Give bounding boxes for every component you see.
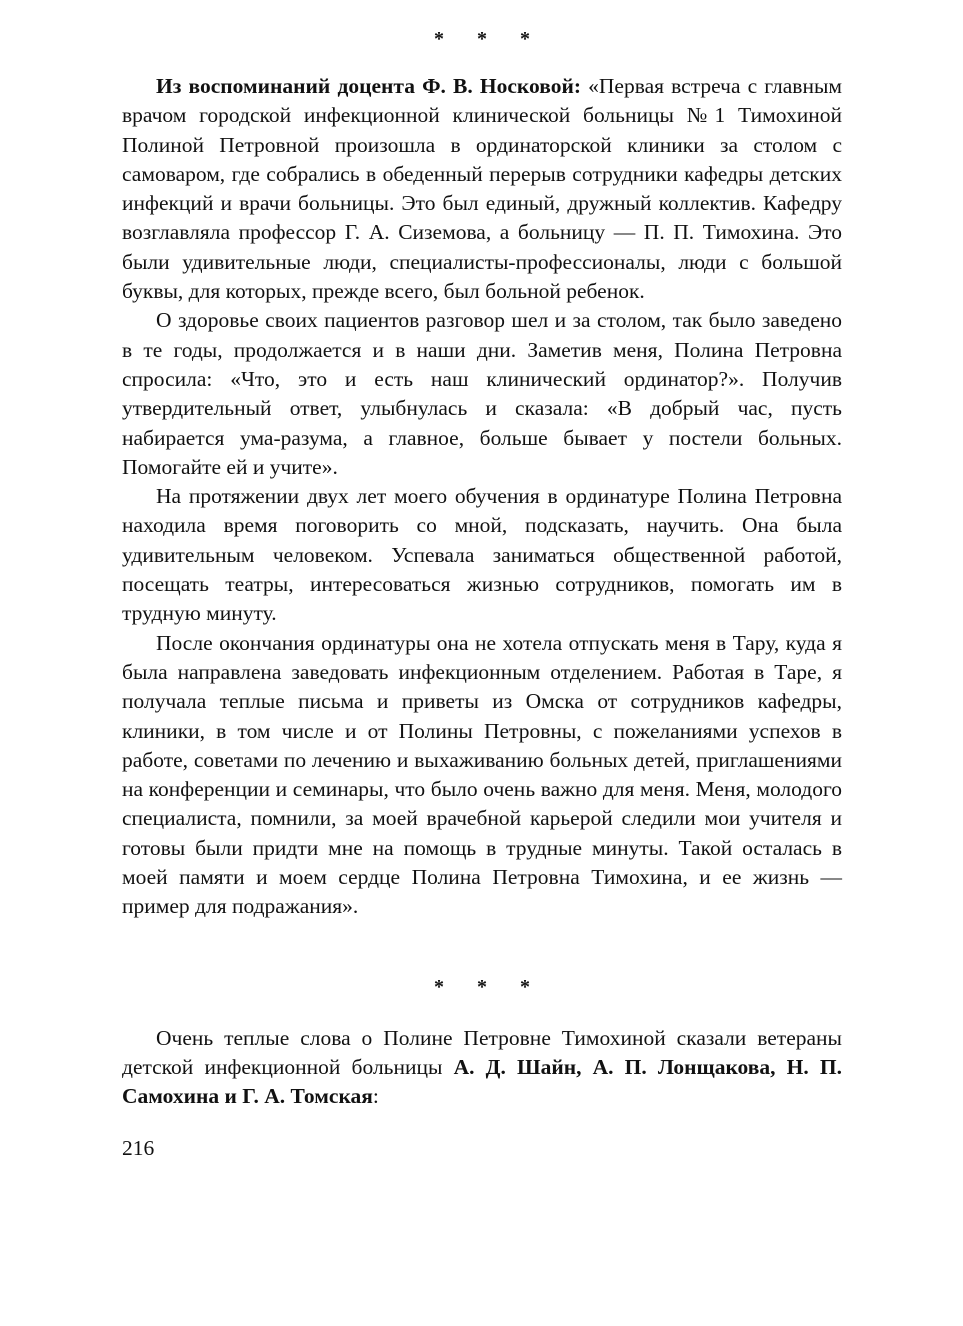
- section-break-top: * * *: [434, 28, 544, 50]
- book-page: [122, 24, 842, 1163]
- paragraph-after-residency: После окончания ординатуры она не хотела отпускать меня в Тару, куда я была направлена заведовать инфекционным отделением. Работая в Таре, я получала теплые письма и приветы из Омска от сотрудников кафедры, клиники, в том числе и от Полины Петровны, с пожеланиями успехов в работе, советами по лечению и выхаживанию больных детей, приглашениями на конференции и семинары, что было очень важно для меня. Меня, молодого специалиста, помнили, за моей врачебной карьерой следили мои учителя и готовы были придти мне на помощь в трудные минуты. Такой осталась в моей памяти и моем сердце Полина Петровна Тимохина, и ее жизнь — пример для подражания».: [122, 630, 842, 919]
- veterans-tail: :: [372, 1084, 379, 1109]
- section-break-middle: * * *: [434, 975, 544, 998]
- paragraph-memoir-intro: [122, 72, 842, 306]
- paragraph-conversation: О здоровье своих пациентов разговор шел и за столом, так было заведено в те годы, продолжается и в наши дни. Заметив меня, Полина Петровна спросила: «Что, это и есть наш клинический ординатор?». Получив утвердительный ответ, улыбнулась и сказала: «В добрый час, пусть набирается ума-разума, а главное, больше бывает у постели больных. Помогайте ей и учите».: [122, 308, 842, 479]
- page-number: 216: [122, 1135, 155, 1160]
- paragraph-residency: На протяжении двух лет моего обучения в ординатуре Полина Петровна находила время поговорить со мной, подсказать, научить. Она была удивительным человеком. Успевала заниматься общественной работой, посещать театры, интересоваться жизнью сотрудников, помогать им в трудную минуту.: [122, 484, 842, 626]
- memoir-author-lead: Из воспоминаний доцента Ф. В. Носковой:: [156, 74, 582, 98]
- veterans-names: А. Д. Шайн, А. П. Лонщакова, Н. П. Самохина и Г. А. Томская: [122, 1054, 843, 1109]
- veterans-text: Очень теплые слова о Полине Петровне Тимохиной сказали ветераны детской инфекционной больницы: [122, 1025, 842, 1079]
- memoir-intro-text: «Первая встреча с главным врачом городской инфекционной клинической больницы №1 Тимохиной Полиной Петровной произошла в ординаторской клиники за столом с самоваром, где собрались в обеденный перерыв сотрудники кафедры детских инфекций и врачи больницы. Это был единый, дружный коллектив. Кафедру возглавляла профессор Г. А. Сиземова, а больницу — П. П. Тимохина. Это были удивительные люди, специалисты-профессионалы, люди с большой буквы, для которых, прежде всего, был больной ребенок.: [122, 74, 842, 304]
- paragraph-veterans: [122, 1024, 842, 1112]
